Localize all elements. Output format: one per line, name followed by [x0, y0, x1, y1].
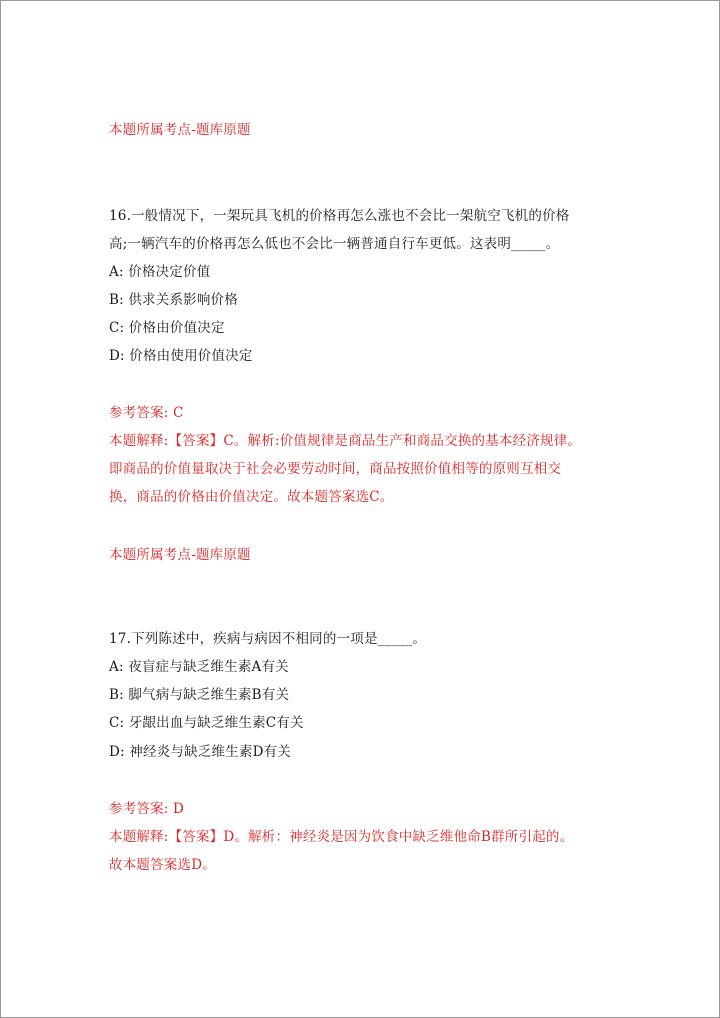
question-16-explanation-line-1: 本题解释:【答案】C。解析:价值规律是商品生产和商品交换的基本经济规律。: [109, 433, 582, 449]
question-16-option-a: A: 价格决定价值: [109, 264, 211, 280]
question-16-answer: 参考答案: C: [109, 405, 184, 421]
question-16-option-d: D: 价格由使用价值决定: [109, 348, 253, 364]
question-17-stem: 17.下列陈述中，疾病与病因不相同的一项是_____。: [109, 631, 427, 647]
question-16-explanation-line-2: 即商品的价值量取决于社会必要劳动时间，商品按照价值相等的原则互相交: [109, 461, 562, 477]
question-17-explanation-line-2: 故本题答案选D。: [109, 857, 216, 873]
question-17-option-a: A: 夜盲症与缺乏维生素A有关: [109, 659, 289, 675]
source-label: 本题所属考点-题库原题: [109, 547, 251, 563]
question-16-stem-line-2: 高;一辆汽车的价格再怎么低也不会比一辆普通自行车更低。这表明_____。: [109, 236, 560, 252]
question-16-option-c: C: 价格由价值决定: [109, 320, 225, 336]
question-16-stem-line-1: 16.一般情况下，一架玩具飞机的价格再怎么涨也不会比一架航空飞机的价格: [109, 208, 570, 224]
question-17-explanation-line-1: 本题解释:【答案】D。解析：神经炎是因为饮食中缺乏维他命B群所引起的。: [109, 829, 574, 845]
question-16-option-b: B: 供求关系影响价格: [109, 292, 238, 308]
question-17-option-c: C: 牙龈出血与缺乏维生素C有关: [109, 715, 304, 731]
question-17-answer: 参考答案: D: [109, 801, 185, 817]
source-label: 本题所属考点-题库原题: [109, 122, 251, 138]
question-16-explanation-line-3: 换，商品的价格由价值决定。故本题答案选C。: [109, 489, 394, 505]
question-17-option-b: B: 脚气病与缺乏维生素B有关: [109, 687, 290, 703]
question-17-option-d: D: 神经炎与缺乏维生素D有关: [109, 744, 291, 760]
